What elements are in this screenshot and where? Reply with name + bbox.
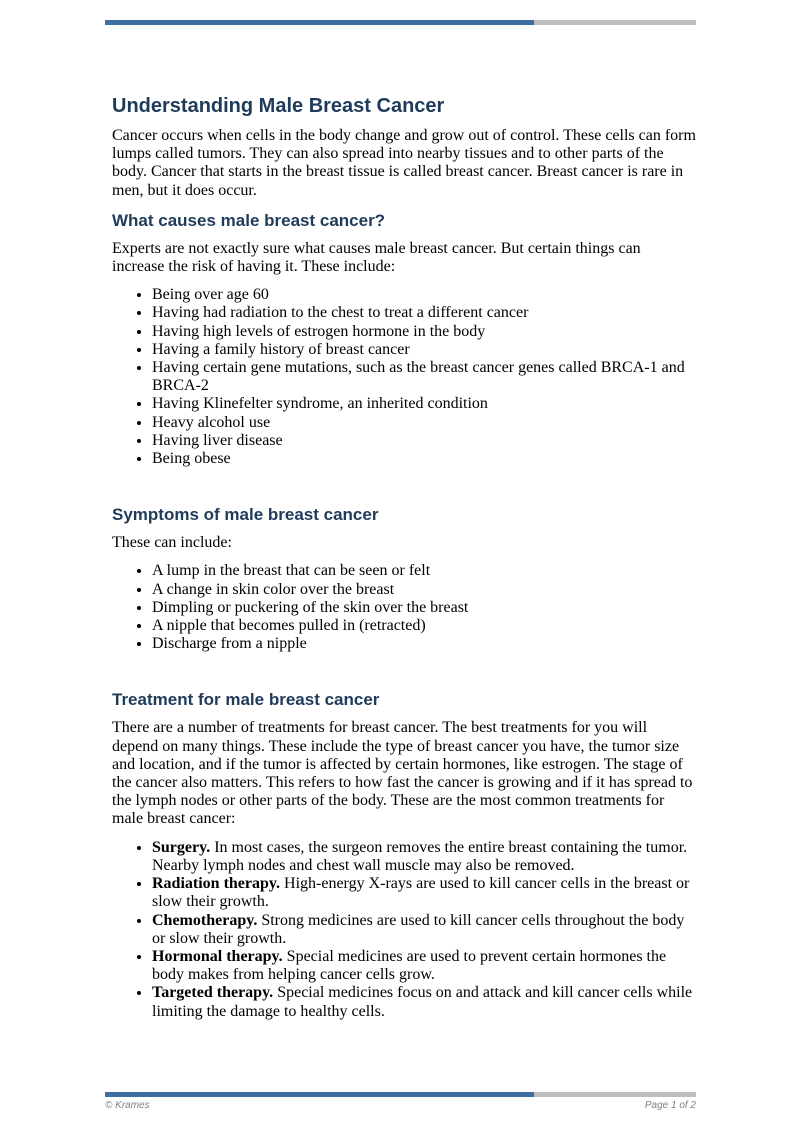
header-rule-blue	[105, 20, 534, 25]
symptoms-list	[112, 562, 697, 653]
treatment-term: Surgery.	[152, 838, 211, 856]
header-rule-gray	[534, 20, 696, 25]
treatment-description: Special medicines focus on and attack and kill cancer cells while limiting the damage to healthy cells.	[152, 984, 693, 1020]
list-item: • Discharge from a nipple	[152, 635, 697, 653]
treatment-description: In most cases, the surgeon removes the entire breast containing the tumor. Nearby lymph nodes and chest wall muscle may also be removed.	[152, 838, 688, 874]
symptoms-paragraph: These can include:	[112, 534, 232, 552]
footer-copyright: © Krames	[105, 1100, 150, 1111]
list-item: • Having had radiation to the chest to treat a different cancer	[152, 304, 697, 322]
symptoms-section	[112, 504, 697, 653]
list-item: • A lump in the breast that can be seen or felt	[152, 562, 697, 580]
list-item	[152, 875, 697, 911]
list-item: • Having high levels of estrogen hormone in the body	[152, 323, 697, 341]
list-item: • A change in skin color over the breast	[152, 581, 697, 599]
treatment-description: Special medicines are used to prevent certain hormones the body makes from helping cancer cells grow.	[152, 947, 667, 984]
footer-rule-blue	[105, 1092, 534, 1097]
list-item	[152, 839, 697, 875]
list-item: • Being over age 60	[152, 286, 697, 304]
treatment-section	[112, 689, 697, 1020]
list-item	[152, 948, 697, 984]
header-rule	[105, 20, 696, 25]
causes-list	[112, 286, 697, 468]
document-body	[112, 93, 697, 1021]
footer-page-number: Page 1 of 2	[644, 1100, 696, 1111]
causes-paragraph: Experts are not exactly sure what causes male breast cancer. But certain things can increase the risk of having it. These include:	[112, 239, 641, 276]
list-item	[152, 984, 697, 1020]
list-item: • Being obese	[152, 450, 697, 468]
page-title: Understanding Male Breast Cancer	[112, 95, 445, 117]
footer-rule-gray	[534, 1092, 696, 1097]
symptoms-heading: Symptoms of male breast cancer	[112, 505, 379, 525]
intro-paragraph: Cancer occurs when cells in the body change and grow out of control. These cells can form lumps called tumors. They can also spread into nearby tissues and to other parts of the body. Cancer that starts in the breast tissue is called breast cancer. Breast cancer is rare in men, but it does occur.	[112, 127, 696, 199]
treatment-heading: Treatment for male breast cancer	[112, 690, 380, 710]
list-item: • Having certain gene mutations, such as the breast cancer genes called BRCA-1 and BRCA-2	[152, 359, 697, 395]
list-item: • Heavy alcohol use	[152, 414, 697, 432]
list-item: • A nipple that becomes pulled in (retracted)	[152, 617, 697, 635]
treatment-term: Radiation therapy.	[152, 875, 281, 893]
list-item: • Having a family history of breast cancer	[152, 341, 697, 359]
list-item: • Having Klinefelter syndrome, an inherited condition	[152, 395, 697, 413]
causes-heading: What causes male breast cancer?	[112, 210, 386, 230]
treatment-paragraph: There are a number of treatments for breast cancer. The best treatments for you will depend on many things. These include the type of breast cancer you have, the tumor size and location, and if the tumor is affected by certain hormones, like estrogen. The stage of the cancer also matters. This refers to how fast the cancer is growing and if it has spread to the lymph nodes or other parts of the body. These are the most common treatments for male breast cancer:	[112, 719, 693, 828]
list-item	[152, 912, 697, 948]
treatment-description: Strong medicines are used to kill cancer cells throughout the body or slow their growth.	[152, 911, 685, 947]
treatment-term: Hormonal therapy.	[152, 947, 283, 965]
treatment-term: Chemotherapy.	[152, 911, 258, 929]
treatment-list	[112, 839, 697, 1021]
footer-rule	[105, 1092, 696, 1097]
treatment-term: Targeted therapy.	[152, 984, 274, 1002]
list-item: • Having liver disease	[152, 432, 697, 450]
list-item: • Dimpling or puckering of the skin over the breast	[152, 599, 697, 617]
treatment-description: High-energy X-rays are used to kill cancer cells in the breast or slow their growth.	[152, 875, 690, 911]
causes-section	[112, 210, 697, 468]
